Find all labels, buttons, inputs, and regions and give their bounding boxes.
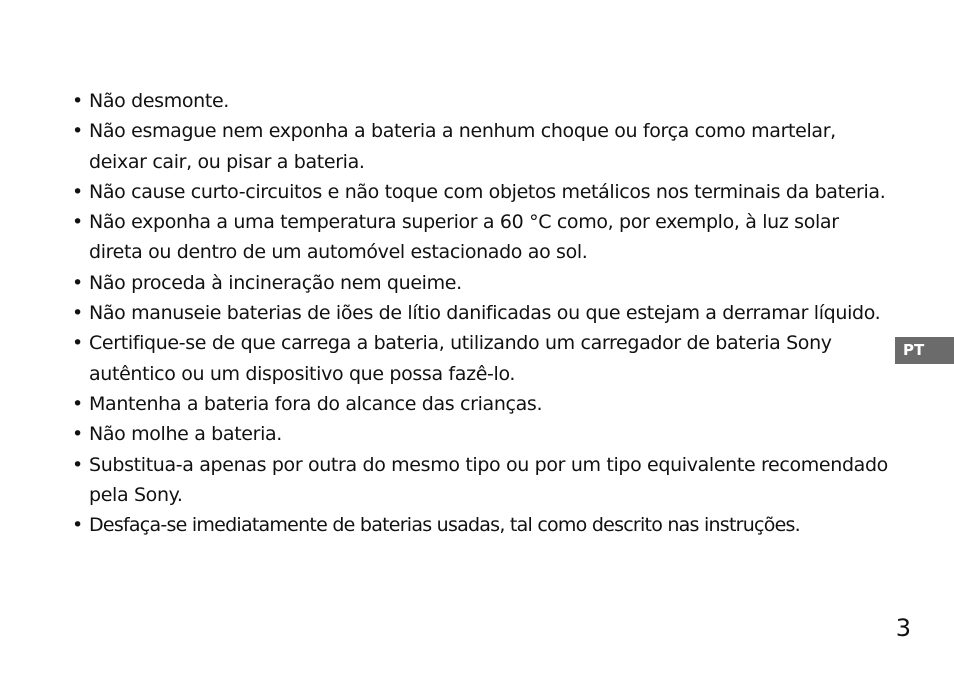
battery-warning-list xyxy=(71,86,889,540)
warning-item: • Desfaça-se imediatamente de baterias usadas, tal como descrito nas instruções. xyxy=(71,510,889,540)
warning-item: • Não manuseie baterias de iões de lítio danificadas ou que estejam a derramar líquido. xyxy=(71,298,889,328)
warning-item: • Não esmague nem exponha a bateria a nenhum choque ou força como martelar, deixar cair, ou pisar a bateria. xyxy=(71,116,889,177)
page-number: 3 xyxy=(895,614,911,642)
warning-item: • Não desmonte. xyxy=(71,86,889,116)
warning-item: • Mantenha a bateria fora do alcance das crianças. xyxy=(71,389,889,419)
warning-item: • Não molhe a bateria. xyxy=(71,419,889,449)
warning-item: • Não exponha a uma temperatura superior a 60 °C como, por exemplo, à luz solar direta ou dentro de um automóvel estacionado ao sol. xyxy=(71,207,889,268)
warning-item: • Não cause curto-circuitos e não toque com objetos metálicos nos terminais da bateria. xyxy=(71,177,889,207)
warning-item: • Substitua-a apenas por outra do mesmo tipo ou por um tipo equivalente recomendado pela Sony. xyxy=(71,450,889,511)
language-tab: PT xyxy=(895,337,954,364)
warning-item: • Certifique-se de que carrega a bateria, utilizando um carregador de bateria Sony autêntico ou um dispositivo que possa fazê-lo. xyxy=(71,328,889,389)
warning-item: • Não proceda à incineração nem queime. xyxy=(71,268,889,298)
